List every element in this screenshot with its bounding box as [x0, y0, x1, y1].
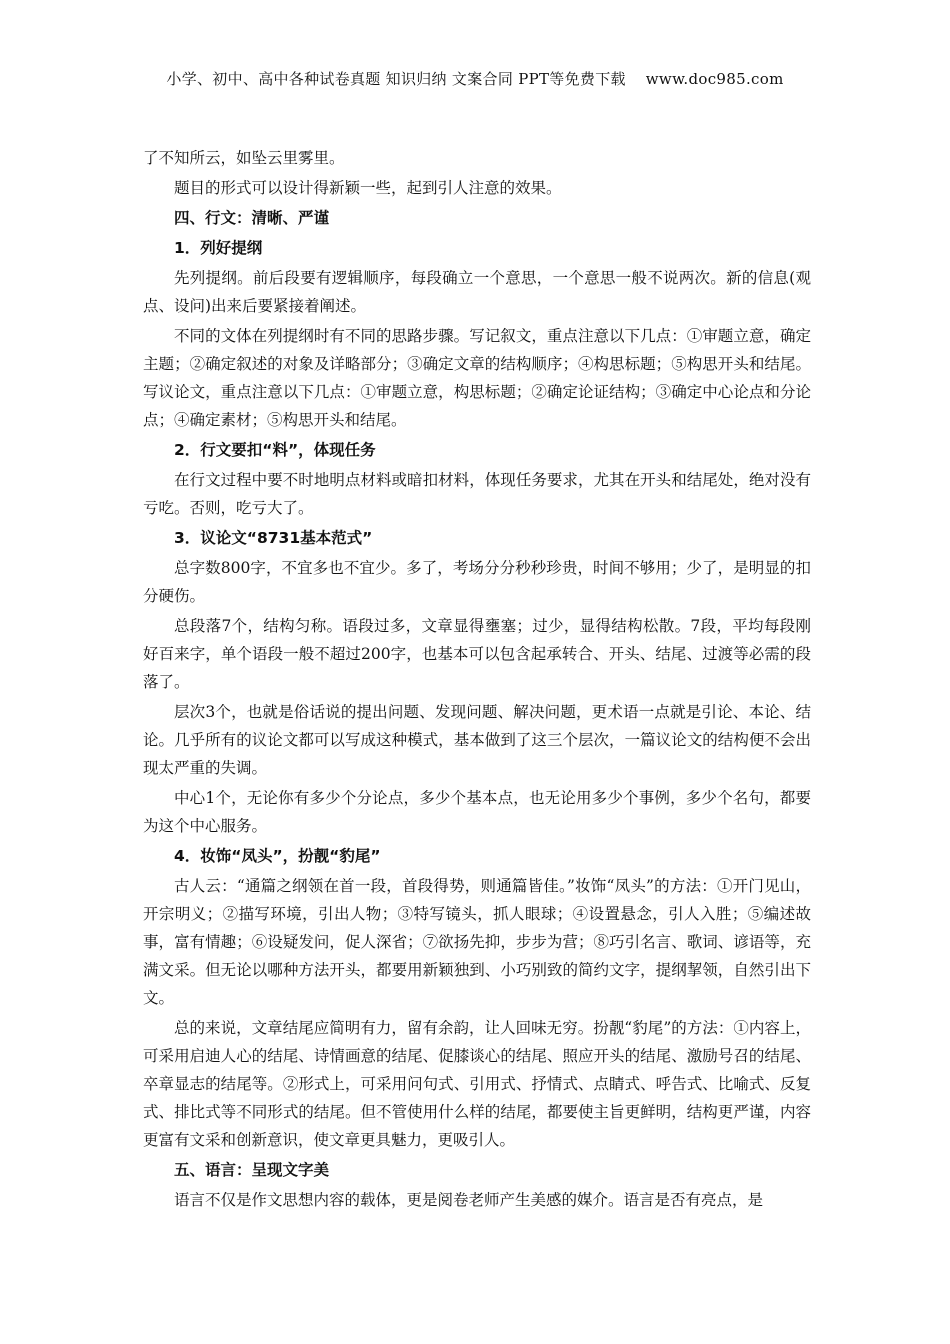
- subsection-heading: 3．议论文“8731基本范式”: [174, 529, 373, 547]
- paragraph: 在行文过程中要不时地明点材料或暗扣材料，体现任务要求，尤其在开头和结尾处，绝对没有亏吃。否则，吃亏大了。: [143, 471, 811, 517]
- paragraph: 层次3个，也就是俗话说的提出问题、发现问题、解决问题，更术语一点就是引论、本论、结论。几乎所有的议论文都可以写成这种模式，基本做到了这三个层次，一篇议论文的结构便不会出现太严重的失调。: [143, 703, 811, 777]
- paragraph: 了不知所云，如坠云里雾里。: [143, 149, 345, 167]
- paragraph: 中心1个，无论你有多少个分论点，多少个基本点，也无论用多少个事例，多少个名句，都要为这个中心服务。: [143, 789, 811, 835]
- paragraph: 先列提纲。前后段要有逻辑顺序，每段确立一个意思，一个意思一般不说两次。新的信息(观点、设问)出来后要紧接着阐述。: [143, 269, 811, 315]
- section-heading: 四、行文：清晰、严谨: [174, 209, 330, 227]
- subsection-heading: 4．妆饰“凤头”，扮靓“豹尾”: [174, 847, 381, 865]
- paragraph: 总的来说，文章结尾应简明有力，留有余韵，让人回味无穷。扮靓“豹尾”的方法：①内容上，可采用启迪人心的结尾、诗情画意的结尾、促膝谈心的结尾、照应开头的结尾、激励号召的结尾、卒章显志的结尾等。②形式上，可采用问句式、引用式、抒情式、点睛式、呼告式、比喻式、反复式、排比式等不同形式的结尾。但不管使用什么样的结尾，都要使主旨更鲜明，结构更严谨，内容更富有文采和创新意识，使文章更具魅力，更吸引人。: [143, 1019, 811, 1149]
- subsection-heading: 2．行文要扣“料”，体现任务: [174, 441, 376, 459]
- header-url[interactable]: www.doc985.com: [645, 70, 784, 88]
- document-body: [143, 144, 811, 1216]
- paragraph: 总段落7个，结构匀称。语段过多，文章显得壅塞；过少，显得结构松散。7段，平均每段刚好百来字，单个语段一般不超过200字，也基本可以包含起承转合、开头、结尾、过渡等必需的段落了。: [143, 617, 811, 691]
- paragraph: 总字数800字，不宜多也不宜少。多了，考场分分秒秒珍贵，时间不够用；少了，是明显的扣分硬伤。: [143, 559, 811, 605]
- header-text: 小学、初中、高中各种试卷真题 知识归纳 文案合同 PPT等免费下载: [166, 70, 626, 88]
- paragraph: 不同的文体在列提纲时有不同的思路步骤。写记叙文，重点注意以下几点：①审题立意，确定主题；②确定叙述的对象及详略部分；③确定文章的结构顺序；④构思标题；⑤构思开头和结尾。写议论文，重点注意以下几点：①审题立意，构思标题；②确定论证结构；③确定中心论点和分论点；④确定素材；⑤构思开头和结尾。: [143, 327, 811, 429]
- section-heading: 五、语言：呈现文字美: [174, 1161, 330, 1179]
- paragraph: 语言不仅是作文思想内容的载体，更是阅卷老师产生美感的媒介。语言是否有亮点，是: [174, 1191, 764, 1209]
- paragraph: 古人云：“通篇之纲领在首一段，首段得势，则通篇皆佳。”妆饰“凤头”的方法：①开门见山，开宗明义；②描写环境，引出人物；③特写镜头，抓人眼球；④设置悬念，引人入胜；⑤编述故事，富有情趣；⑥设疑发问，促人深省；⑦欲扬先抑，步步为营；⑧巧引名言、歌词、谚语等，充满文采。但无论以哪种方法开头，都要用新颖独到、小巧别致的简约文字，提纲挈领，自然引出下文。: [143, 877, 811, 1007]
- subsection-heading: 1．列好提纲: [174, 239, 263, 257]
- page-header: [0, 68, 950, 89]
- paragraph: 题目的形式可以设计得新颖一些，起到引人注意的效果。: [174, 179, 562, 197]
